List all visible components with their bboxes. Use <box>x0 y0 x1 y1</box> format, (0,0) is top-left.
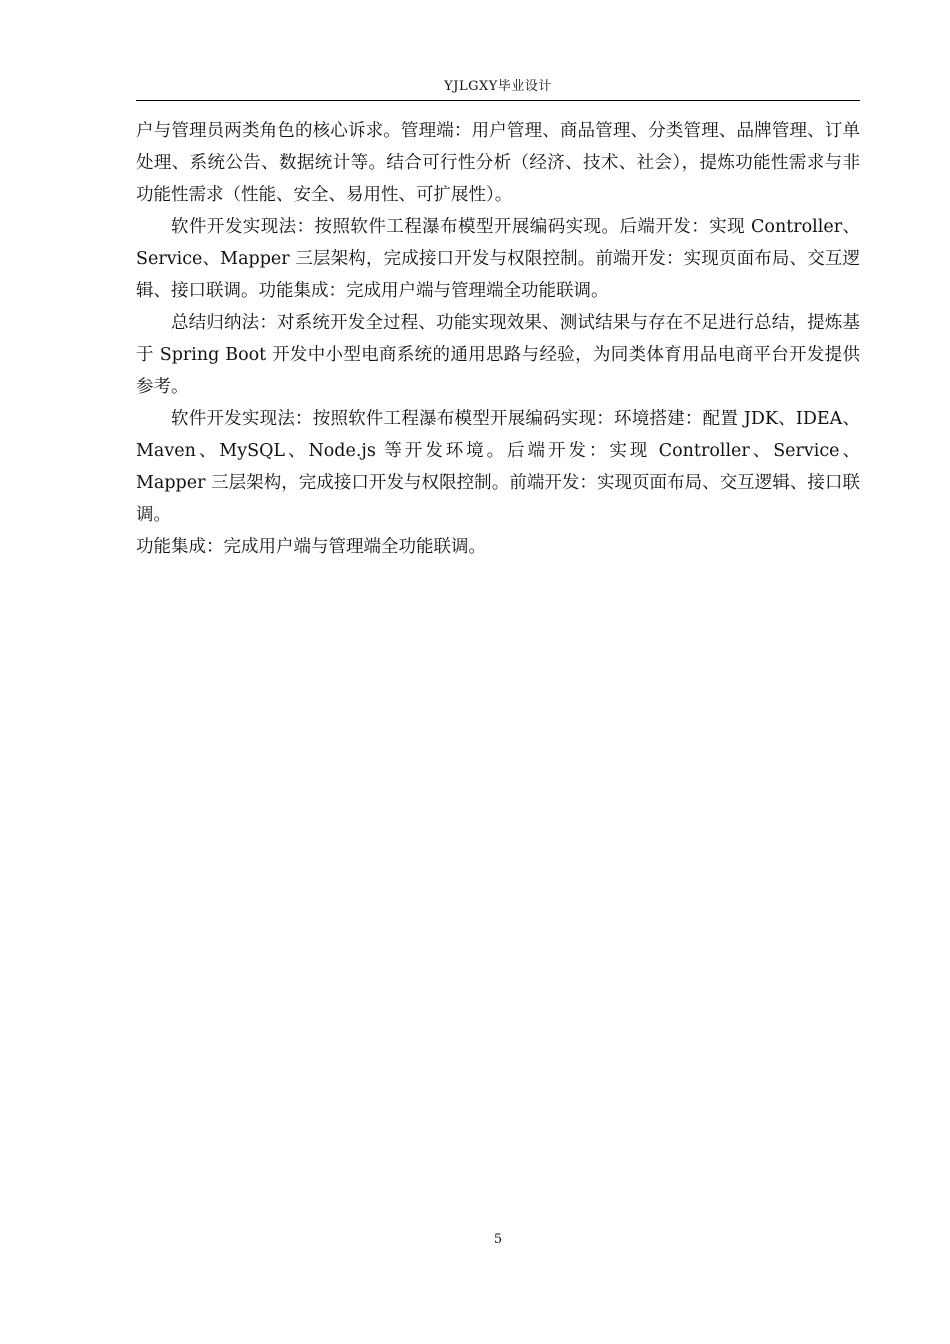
body-text <box>136 115 860 563</box>
paragraph-software-development-env: 软件开发实现法：按照软件工程瀑布模型开展编码实现：环境搭建：配置 JDK、IDEA、Maven、MySQL、Node.js 等开发环境。后端开发：实现 Controller、Service、Mapper 三层架构，完成接口开发与权限控制。前端开发：实现页面布局、交互逻辑、接口联调。 <box>136 409 860 525</box>
paragraph-software-development: 软件开发实现法：按照软件工程瀑布模型开展编码实现。后端开发：实现 Controller、Service、Mapper 三层架构，完成接口开发与权限控制。前端开发：实现页面布局、交互逻辑、接口联调。功能集成：完成用户端与管理端全功能联调。 <box>136 217 860 301</box>
paragraph-function-integration: 功能集成：完成用户端与管理端全功能联调。 <box>136 537 486 557</box>
paragraph-continuation: 户与管理员两类角色的核心诉求。管理端：用户管理、商品管理、分类管理、品牌管理、订单处理、系统公告、数据统计等。结合可行性分析（经济、技术、社会），提炼功能性需求与非功能性需求（性能、安全、易用性、可扩展性）。 <box>136 121 860 205</box>
paragraph-summary-method: 总结归纳法：对系统开发全过程、功能实现效果、测试结果与存在不足进行总结，提炼基于 Spring Boot 开发中小型电商系统的通用思路与经验，为同类体育用品电商平台开发提供参考。 <box>136 313 860 397</box>
page-number: 5 <box>493 1232 503 1247</box>
header-divider <box>136 100 860 101</box>
page-header: YJLGXY毕业设计 <box>444 79 552 94</box>
